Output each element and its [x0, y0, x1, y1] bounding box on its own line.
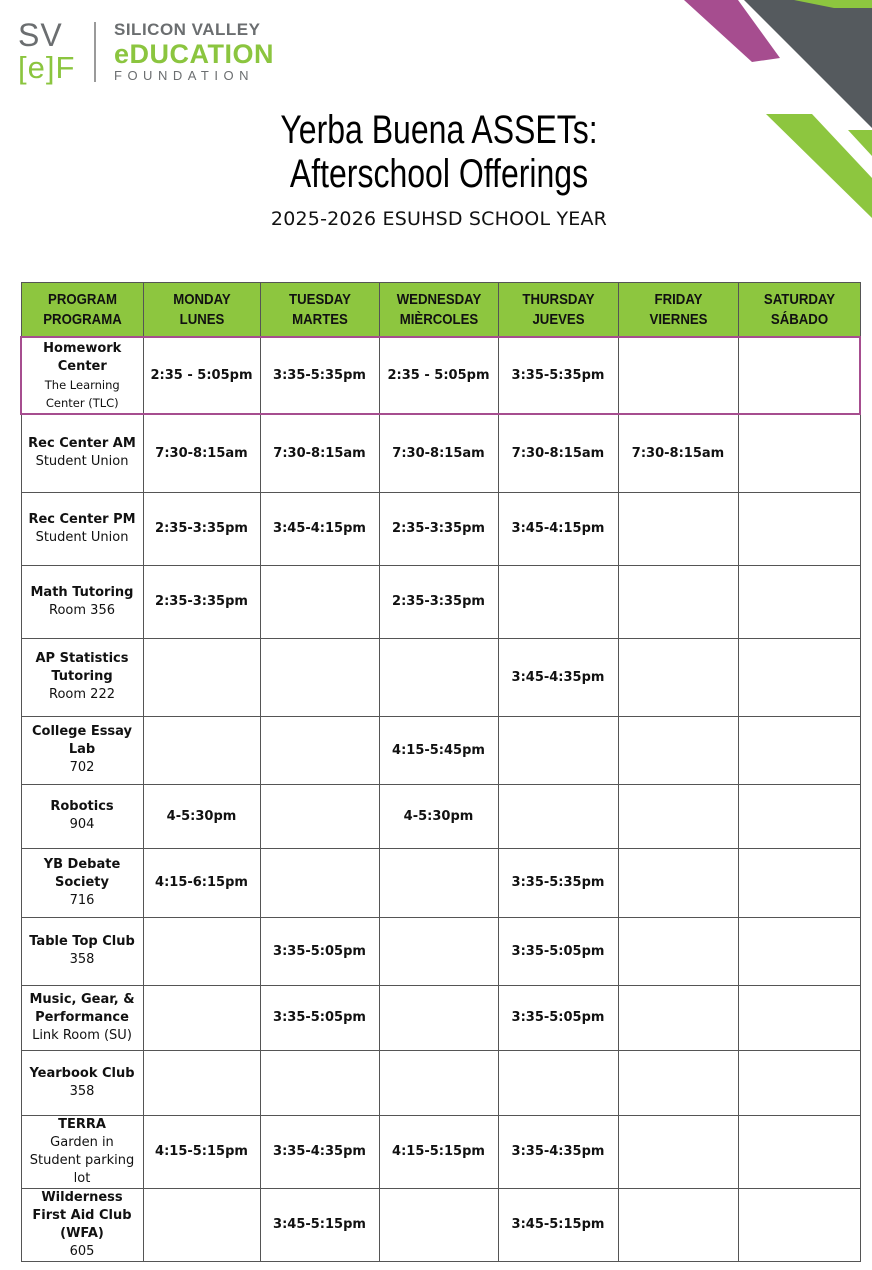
program-cell: [21, 1188, 143, 1261]
program-location: Student Union: [35, 454, 129, 470]
program-cell: [21, 784, 143, 848]
time-cell: [738, 492, 860, 565]
program-name: TERRA: [58, 1116, 106, 1132]
header-cell: [260, 283, 379, 338]
time-cell: 3:35-5:35pm: [260, 337, 379, 414]
program-cell: [21, 565, 143, 638]
table-row: [21, 1050, 860, 1115]
time-cell: 3:35-5:05pm: [260, 917, 379, 985]
header-label-en: THURSDAY: [521, 290, 595, 308]
time-cell: [618, 917, 738, 985]
header-label-en: MONDAY: [172, 290, 231, 308]
time-cell: [379, 848, 498, 917]
program-location: 716: [69, 892, 95, 908]
time-cell: [738, 848, 860, 917]
table-row: [21, 917, 860, 985]
program-cell: [21, 638, 143, 716]
time-cell: [498, 784, 618, 848]
time-cell: 2:35-3:35pm: [379, 492, 498, 565]
time-cell: 3:45-5:15pm: [260, 1188, 379, 1261]
time-cell: 7:30-8:15am: [618, 414, 738, 492]
time-cell: 7:30-8:15am: [379, 414, 498, 492]
schedule-header: [21, 283, 860, 338]
page-title-line2: Afterschool Offerings: [289, 152, 589, 196]
time-cell: 4:15-5:45pm: [379, 716, 498, 784]
program-cell: [21, 337, 143, 414]
time-cell: [260, 784, 379, 848]
page-subtitle: 2025-2026 ESUHSD SCHOOL YEAR: [270, 208, 608, 230]
header-label-es: LUNES: [179, 310, 224, 328]
time-cell: 2:35 - 5:05pm: [379, 337, 498, 414]
time-cell: [618, 565, 738, 638]
header-cell: [738, 283, 860, 338]
program-cell: [21, 414, 143, 492]
table-row: [21, 414, 860, 492]
header-label-es: MARTES: [291, 310, 348, 328]
program-name: Music, Gear, & Performance: [29, 991, 135, 1025]
logo-mark-bottom: [e]F: [18, 50, 76, 85]
logo-wordmark: [114, 20, 274, 84]
time-cell: [738, 1050, 860, 1115]
time-cell: [498, 1050, 618, 1115]
program-cell: [21, 1115, 143, 1188]
time-cell: 3:45-4:15pm: [260, 492, 379, 565]
time-cell: 2:35-3:35pm: [143, 492, 260, 565]
time-cell: 2:35-3:35pm: [143, 565, 260, 638]
program-cell: [21, 716, 143, 784]
header-cell: [21, 283, 143, 338]
time-cell: [618, 716, 738, 784]
time-cell: [738, 638, 860, 716]
program-cell: [21, 985, 143, 1050]
program-cell: [21, 1050, 143, 1115]
table-row: [21, 638, 860, 716]
time-cell: 3:45-4:35pm: [498, 638, 618, 716]
header-label-en: FRIDAY: [654, 290, 702, 308]
program-name: Table Top Club: [29, 934, 135, 949]
program-name: Wilderness First Aid Club (WFA): [32, 1189, 132, 1241]
time-cell: [738, 337, 860, 414]
program-location: 358: [69, 1083, 95, 1099]
time-cell: [260, 716, 379, 784]
logo-divider: [94, 22, 96, 82]
time-cell: 3:45-4:15pm: [498, 492, 618, 565]
time-cell: 3:35-5:05pm: [498, 917, 618, 985]
time-cell: 4:15-5:15pm: [379, 1115, 498, 1188]
schedule-body: [21, 337, 860, 1261]
logo-name-line2: eDUCATION: [114, 39, 275, 69]
header-cell: [498, 283, 618, 338]
header-cell: [618, 283, 738, 338]
program-name: AP Statistics Tutoring: [35, 651, 129, 684]
time-cell: [738, 1188, 860, 1261]
time-cell: [618, 1188, 738, 1261]
time-cell: [379, 638, 498, 716]
header-label-en: WEDNESDAY: [396, 290, 481, 308]
time-cell: [738, 716, 860, 784]
time-cell: [260, 638, 379, 716]
program-name: Rec Center PM: [28, 511, 136, 527]
header-label-es: SÁBADO: [770, 310, 828, 328]
page-title-line1: Yerba Buena ASSETs:: [280, 108, 598, 152]
header-cell: [379, 283, 498, 338]
program-name: Homework Center: [43, 340, 122, 374]
program-name: Yearbook Club: [29, 1065, 135, 1081]
time-cell: [143, 917, 260, 985]
time-cell: [260, 565, 379, 638]
time-cell: [143, 985, 260, 1050]
program-location: 702: [69, 760, 95, 775]
program-location: Room 356: [49, 602, 115, 618]
time-cell: 4-5:30pm: [379, 784, 498, 848]
time-cell: [618, 985, 738, 1050]
schedule-table: [20, 282, 861, 1262]
program-location: Link Room (SU): [32, 1027, 132, 1043]
green-stripe-top: [794, 0, 872, 8]
time-cell: [260, 848, 379, 917]
header-label-es: VIERNES: [649, 310, 707, 328]
program-location: Garden in Student parking lot: [29, 1134, 135, 1186]
time-cell: [618, 638, 738, 716]
logo-mark-top: SV: [18, 17, 63, 53]
header-label-es: MIÈRCOLES: [399, 310, 478, 328]
time-cell: [618, 784, 738, 848]
header-label-es: JUEVES: [531, 310, 585, 328]
time-cell: 3:35-5:35pm: [498, 337, 618, 414]
logo-name-line1: SILICON VALLEY: [114, 20, 261, 39]
time-cell: [738, 565, 860, 638]
time-cell: 3:35-4:35pm: [498, 1115, 618, 1188]
program-location: 904: [69, 817, 95, 832]
program-name: College Essay Lab: [31, 724, 133, 757]
time-cell: [379, 917, 498, 985]
time-cell: [379, 985, 498, 1050]
purple-stripe: [684, 0, 780, 62]
time-cell: 3:35-5:05pm: [498, 985, 618, 1050]
logo-name-line3: FOUNDATION: [114, 68, 254, 83]
time-cell: 4:15-5:15pm: [143, 1115, 260, 1188]
time-cell: 3:45-5:15pm: [498, 1188, 618, 1261]
time-cell: 4:15-6:15pm: [143, 848, 260, 917]
time-cell: 7:30-8:15am: [498, 414, 618, 492]
time-cell: 7:30-8:15am: [143, 414, 260, 492]
table-row: [21, 492, 860, 565]
time-cell: [618, 848, 738, 917]
program-cell: [21, 917, 143, 985]
time-cell: 4-5:30pm: [143, 784, 260, 848]
time-cell: [618, 1050, 738, 1115]
header-label-es: PROGRAMA: [42, 310, 122, 328]
table-row: [21, 985, 860, 1050]
time-cell: [738, 414, 860, 492]
program-location: Student Union: [35, 529, 129, 545]
table-row: [21, 784, 860, 848]
time-cell: [143, 716, 260, 784]
table-row: [21, 1115, 860, 1188]
program-name: Rec Center AM: [28, 436, 136, 452]
time-cell: [498, 716, 618, 784]
table-row: [21, 565, 860, 638]
time-cell: 2:35 - 5:05pm: [143, 337, 260, 414]
table-row: [21, 1188, 860, 1261]
program-name: Math Tutoring: [30, 584, 134, 600]
time-cell: [618, 492, 738, 565]
header-label-en: SATURDAY: [763, 290, 835, 308]
time-cell: [618, 1115, 738, 1188]
program-location: Room 222: [49, 687, 115, 702]
time-cell: [738, 917, 860, 985]
time-cell: [379, 1050, 498, 1115]
program-name: YB Debate Society: [43, 856, 121, 890]
time-cell: [379, 1188, 498, 1261]
header-label-en: PROGRAM: [47, 290, 117, 308]
time-cell: [738, 784, 860, 848]
logo-mark: [18, 18, 82, 84]
time-cell: 3:35-5:35pm: [498, 848, 618, 917]
time-cell: 3:35-4:35pm: [260, 1115, 379, 1188]
time-cell: [143, 1188, 260, 1261]
program-cell: [21, 848, 143, 917]
program-cell: [21, 492, 143, 565]
program-location: The Learning Center (TLC): [44, 377, 120, 410]
header-row: [21, 283, 860, 338]
table-row: [21, 716, 860, 784]
time-cell: [738, 985, 860, 1050]
time-cell: [498, 565, 618, 638]
time-cell: 3:35-5:05pm: [260, 985, 379, 1050]
time-cell: 2:35-3:35pm: [379, 565, 498, 638]
header-label-en: TUESDAY: [288, 290, 351, 308]
program-name: Robotics: [50, 799, 114, 814]
program-location: 605: [69, 1243, 95, 1259]
time-cell: [260, 1050, 379, 1115]
time-cell: 7:30-8:15am: [260, 414, 379, 492]
table-row: [21, 848, 860, 917]
program-location: 358: [69, 952, 95, 967]
time-cell: [618, 337, 738, 414]
time-cell: [143, 638, 260, 716]
svef-logo: [18, 18, 288, 86]
page-heading: [0, 108, 872, 230]
time-cell: [738, 1115, 860, 1188]
table-row: [21, 337, 860, 414]
time-cell: [143, 1050, 260, 1115]
header-cell: [143, 283, 260, 338]
